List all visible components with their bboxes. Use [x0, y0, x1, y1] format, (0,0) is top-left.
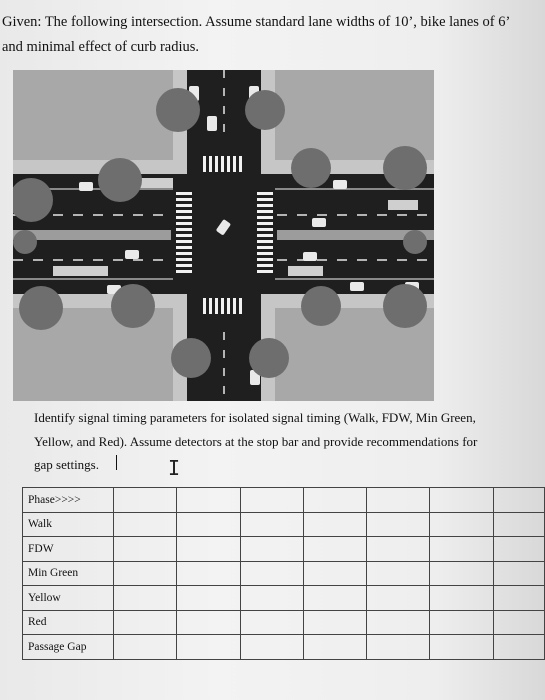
table-cell[interactable] [177, 635, 240, 660]
table-cell[interactable] [303, 537, 366, 562]
prompt-line-2: Yellow, and Red). Assume detectors at the stop bar and provide recommendations for [34, 434, 478, 449]
table-cell[interactable] [177, 488, 240, 513]
table-cell[interactable] [430, 635, 493, 660]
table-cell[interactable] [367, 635, 430, 660]
table-cell[interactable] [430, 561, 493, 586]
intersection-svg [13, 70, 434, 401]
table-cell[interactable] [430, 488, 493, 513]
table-row [23, 512, 545, 537]
table-cell[interactable] [303, 635, 366, 660]
table-cell[interactable] [177, 537, 240, 562]
prompt-line-1: Identify signal timing parameters for isolated signal timing (Walk, FDW, Min Green, [34, 410, 476, 425]
table-cell[interactable] [303, 488, 366, 513]
table-cell[interactable] [430, 586, 493, 611]
parking-stripe-se [288, 266, 323, 276]
table-cell[interactable] [367, 610, 430, 635]
table-cell[interactable] [367, 512, 430, 537]
parking-stripe-sw [53, 266, 108, 276]
table-cell[interactable] [367, 537, 430, 562]
table-cell[interactable] [114, 537, 177, 562]
table-cell[interactable] [303, 512, 366, 537]
table-row [23, 561, 545, 586]
row-label: Yellow [23, 586, 114, 611]
table-cell[interactable] [493, 512, 544, 537]
table-cell[interactable] [177, 610, 240, 635]
table-cell[interactable] [240, 586, 303, 611]
bike-lane-line-se [275, 278, 434, 280]
table-cell[interactable] [240, 537, 303, 562]
table-row [23, 610, 545, 635]
table-cell[interactable] [177, 586, 240, 611]
table-cell[interactable] [240, 635, 303, 660]
median-west [13, 230, 171, 240]
table-cell[interactable] [114, 512, 177, 537]
row-label: Min Green [23, 561, 114, 586]
table-cell[interactable] [493, 610, 544, 635]
bike-lane-line-sw [13, 278, 173, 280]
row-label: Phase>>>> [23, 488, 114, 513]
table-row [23, 586, 545, 611]
table-cell[interactable] [367, 488, 430, 513]
row-label: Passage Gap [23, 635, 114, 660]
signal-timing-table [22, 487, 545, 660]
table-cell[interactable] [114, 635, 177, 660]
table-cell[interactable] [240, 561, 303, 586]
table-cell[interactable] [177, 512, 240, 537]
table-cell[interactable] [240, 512, 303, 537]
parking-stripe-ne [388, 200, 418, 210]
block-nw [13, 70, 173, 160]
table-cell[interactable] [367, 561, 430, 586]
table-cell[interactable] [303, 561, 366, 586]
row-label: Walk [23, 512, 114, 537]
table-cell[interactable] [430, 537, 493, 562]
table-cell[interactable] [303, 586, 366, 611]
table-row [23, 635, 545, 660]
table-cell[interactable] [430, 610, 493, 635]
table-cell[interactable] [114, 561, 177, 586]
question-line-2: and minimal effect of curb radius. [2, 39, 200, 55]
text-caret [116, 455, 117, 470]
text-cursor-icon: I [168, 456, 181, 480]
block-ne [275, 70, 434, 160]
prompt-line-3: gap settings. [34, 457, 99, 472]
table-cell[interactable] [114, 586, 177, 611]
question-line-1: Given: The following intersection. Assume standard lane widths of 10’, bike lanes of 6’ [2, 14, 511, 30]
table-cell[interactable] [177, 561, 240, 586]
row-label: Red [23, 610, 114, 635]
table-cell[interactable] [493, 488, 544, 513]
table-cell[interactable] [493, 635, 544, 660]
table-cell[interactable] [240, 610, 303, 635]
table-cell[interactable] [114, 610, 177, 635]
table-cell[interactable] [493, 561, 544, 586]
table-row [23, 488, 545, 513]
intersection-diagram [13, 70, 434, 401]
table-cell[interactable] [430, 512, 493, 537]
table-cell[interactable] [493, 537, 544, 562]
row-label: FDW [23, 537, 114, 562]
table-cell[interactable] [303, 610, 366, 635]
table-cell[interactable] [493, 586, 544, 611]
table-cell[interactable] [367, 586, 430, 611]
table-row [23, 537, 545, 562]
table-cell[interactable] [114, 488, 177, 513]
table-cell[interactable] [240, 488, 303, 513]
